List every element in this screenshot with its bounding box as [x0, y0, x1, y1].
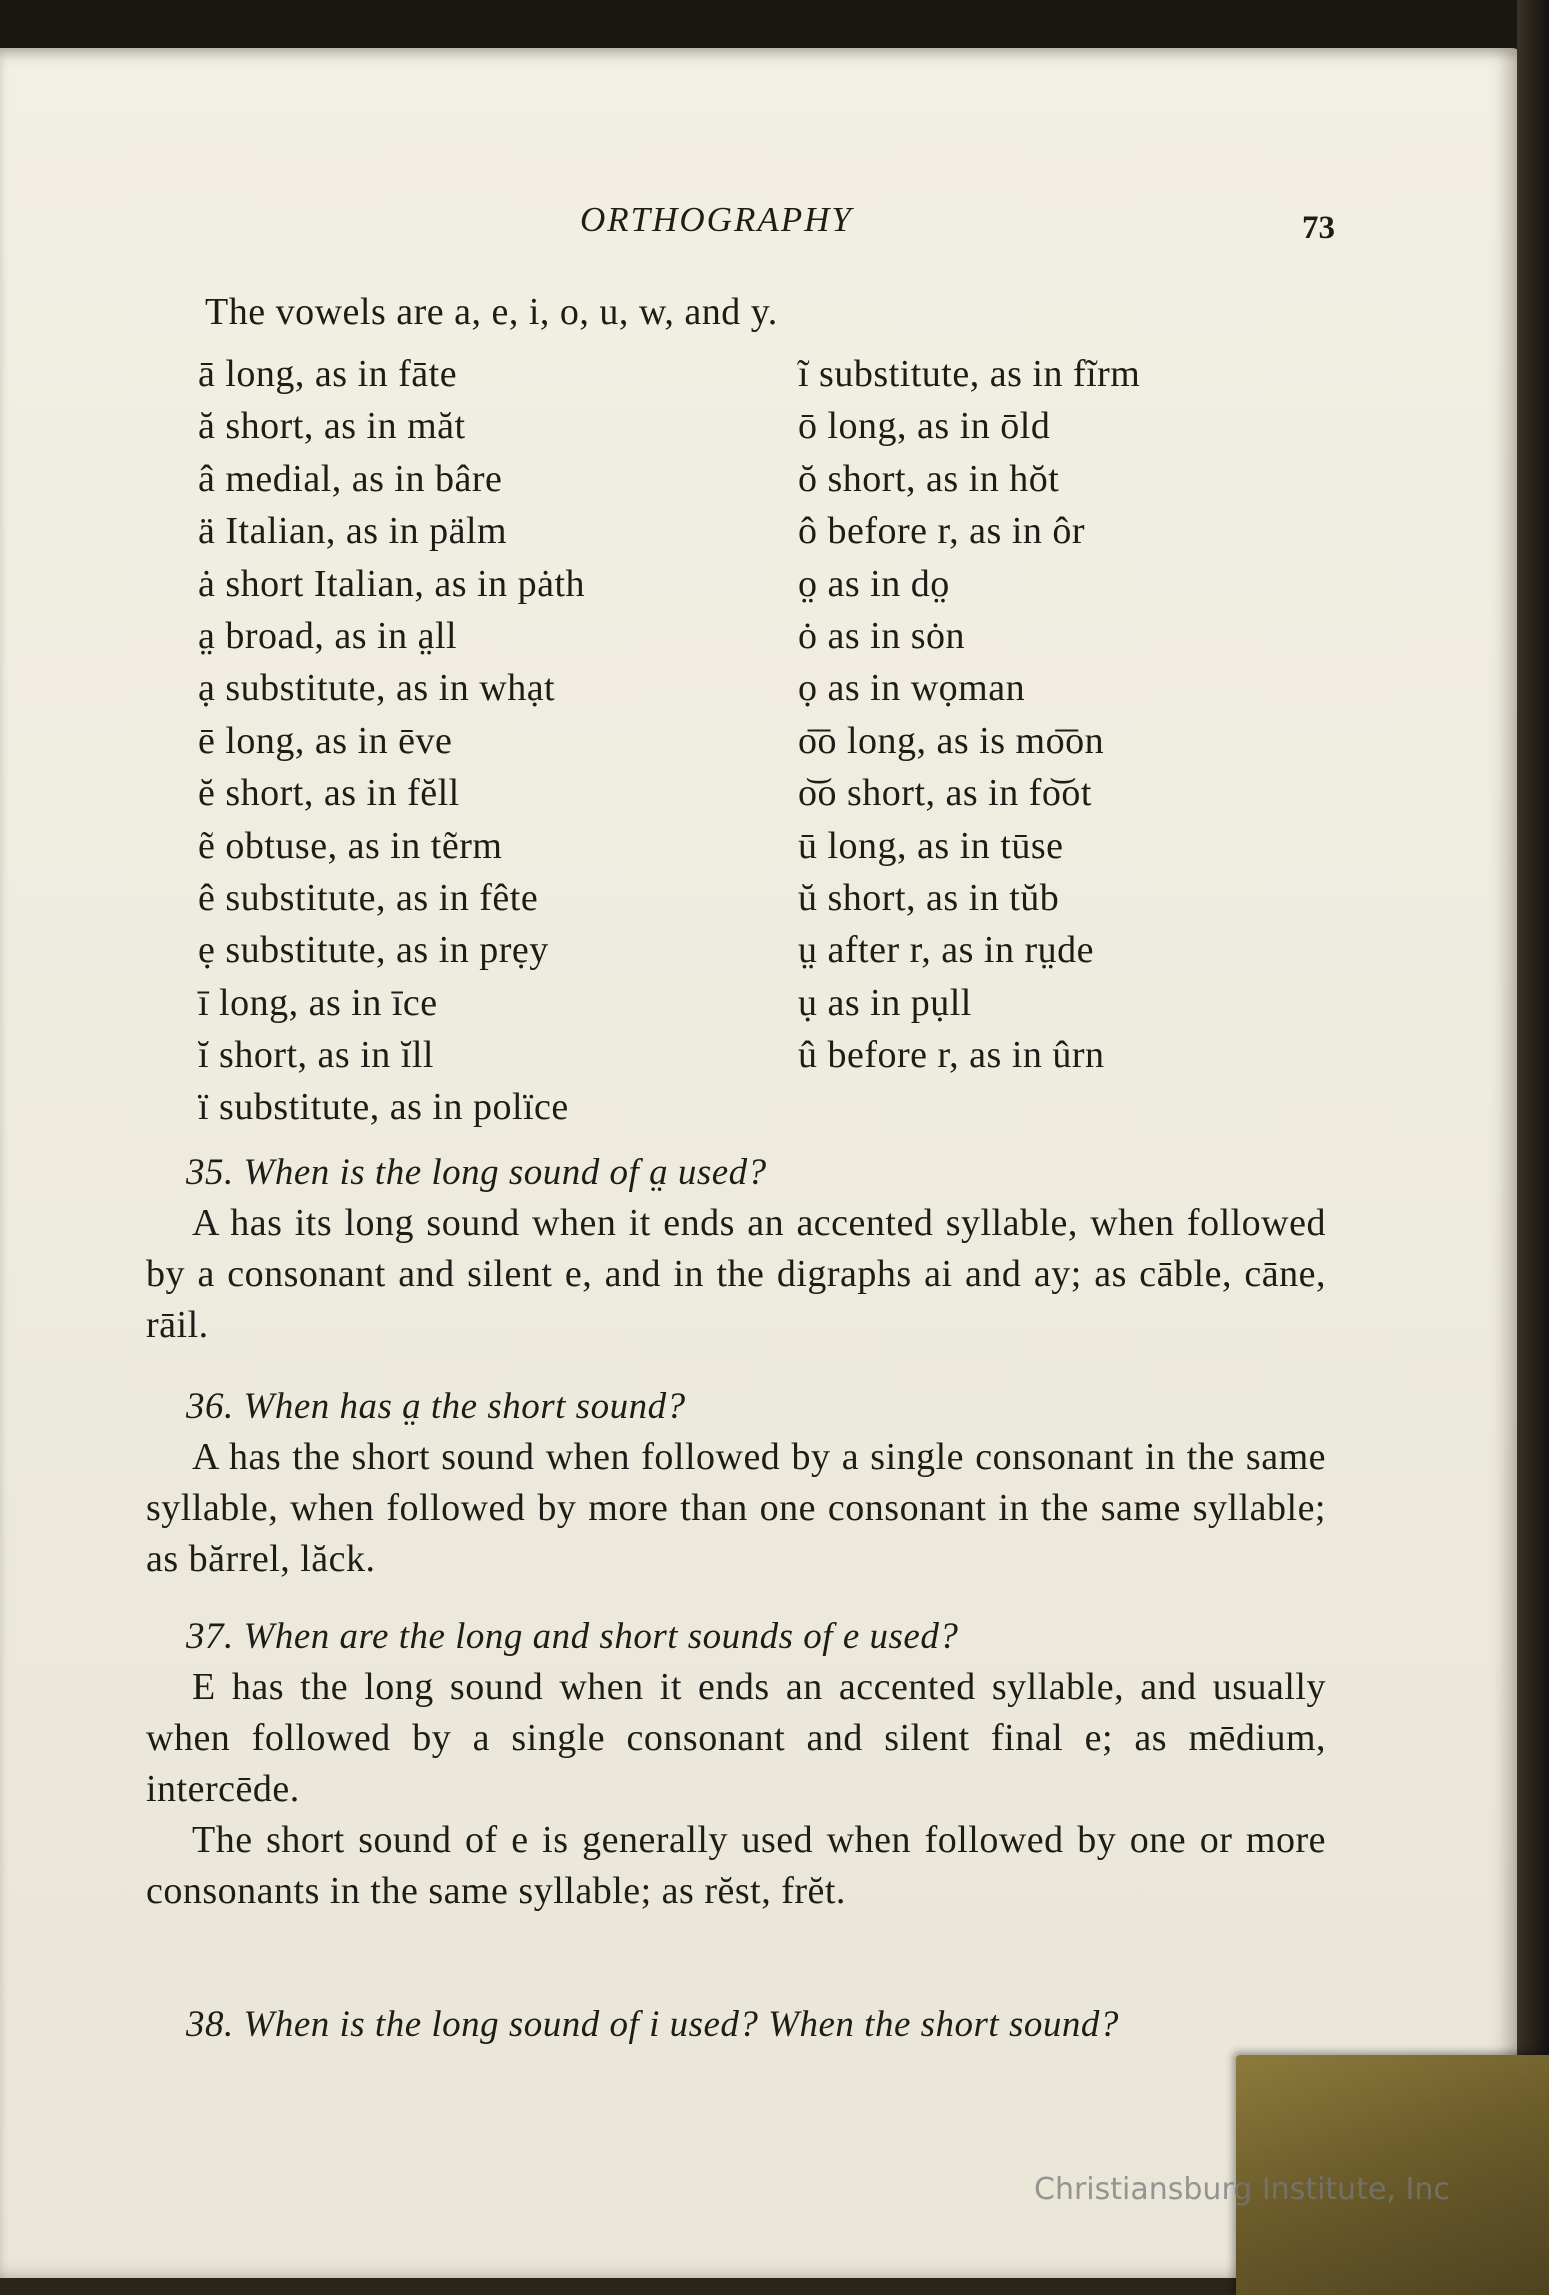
vowel-item: ọ as in wọman — [798, 667, 1026, 710]
page-number: 73 — [1302, 210, 1335, 246]
vowel-item: ṳ after r, as in rṳde — [798, 929, 1094, 972]
vowel-item: ŏ short, as in hŏt — [798, 457, 1060, 500]
vowel-item: ẽ obtuse, as in tẽrm — [198, 824, 503, 867]
running-head: ORTHOGRAPHY — [580, 200, 853, 239]
vowel-item: ō long, as in ōld — [798, 405, 1051, 448]
vowel-item: ĩ substitute, as in fĩrm — [798, 353, 1141, 395]
vowel-item: o͝o short, as in fo͝ot — [798, 772, 1092, 815]
question-35: 35. When is the long sound of a̤ used? — [186, 1152, 767, 1193]
vowel-item: ô before r, as in ôr — [798, 510, 1086, 553]
section-36 — [146, 1382, 1326, 1585]
vowel-item: ē long, as in ēve — [198, 719, 453, 762]
vowels-intro: The vowels are a, e, i, o, u, w, and y. — [205, 291, 778, 333]
question-37: 37. When are the long and short sounds of e used? — [186, 1616, 959, 1657]
vowel-item: ụ as in pụll — [798, 981, 972, 1024]
vowel-item: ȯ as in sȯn — [798, 614, 965, 657]
section-37 — [146, 1612, 1326, 1917]
vowel-item: o̤ as in do̤ — [798, 562, 950, 605]
vowel-item: ï substitute, as in polïce — [198, 1086, 569, 1129]
watermark: Christiansburg Institute, Inc — [1034, 2172, 1450, 2207]
vowel-item: ă short, as in măt — [198, 405, 466, 448]
section-38 — [146, 2000, 1326, 2050]
vowel-list-left — [198, 348, 585, 1134]
answer-37-continued: The short sound of e is generally used when followed by one or more consonants in the same syllable; as rĕst, frĕt. — [146, 1819, 1326, 1912]
vowel-item: o͞o long, as is mo͞on — [798, 719, 1105, 762]
vowel-item: ạ substitute, as in whạt — [198, 667, 556, 710]
vowel-item: a̤ broad, as in a̤ll — [198, 614, 458, 657]
vowel-item: ā long, as in fāte — [198, 353, 458, 395]
vowel-item: ŭ short, as in tŭb — [798, 876, 1060, 919]
book-spine — [1517, 0, 1549, 2295]
question-38: 38. When is the long sound of i used? When the short sound? — [186, 2004, 1119, 2045]
vowel-item: ȧ short Italian, as in pȧth — [198, 562, 586, 605]
vowel-item: ä Italian, as in pälm — [198, 510, 508, 553]
vowel-item: ĕ short, as in fĕll — [198, 772, 460, 815]
answer-37: E has the long sound when it ends an accented syllable, and usually when followed by a single consonant and silent final e; as mēdium, intercēde. — [146, 1666, 1326, 1810]
vowel-item: ẹ substitute, as in prẹy — [198, 929, 549, 972]
vowel-item: û before r, as in ûrn — [798, 1034, 1105, 1077]
question-36: 36. When has a̤ the short sound? — [186, 1386, 686, 1427]
vowel-item: ī long, as in īce — [198, 981, 438, 1024]
vowel-item: ĭ short, as in ĭll — [198, 1034, 434, 1077]
section-35 — [146, 1148, 1326, 1351]
vowel-item: â medial, as in bâre — [198, 457, 503, 500]
answer-36: A has the short sound when followed by a single consonant in the same syllable, when followed by more than one consonant in the same syllable; as bărrel, lăck. — [146, 1436, 1326, 1580]
vowel-item: ê substitute, as in fête — [198, 876, 539, 919]
answer-35: A has its long sound when it ends an accented syllable, when followed by a consonant and silent e, and in the digraphs ai and ay; as cāble, cāne, rāil. — [146, 1202, 1326, 1346]
vowel-item: ū long, as in tūse — [798, 824, 1064, 867]
vowel-list-right — [798, 348, 1140, 1081]
